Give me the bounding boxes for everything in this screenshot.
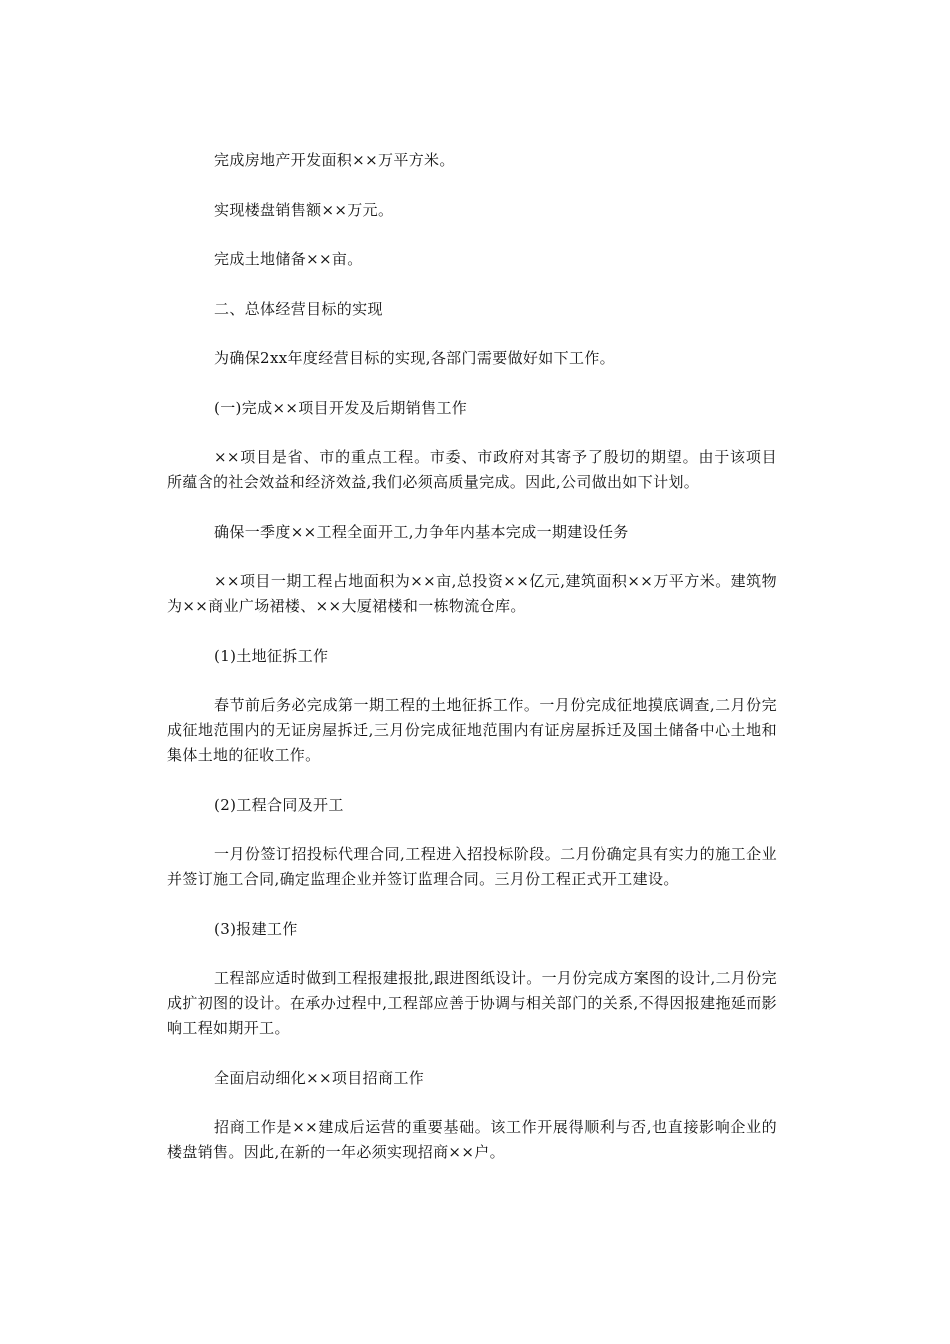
paragraph-phase-one-scope: ××项目一期工程占地面积为××亩,总投资××亿元,建筑面积××万平方米。建筑物为××商业广场裙楼、××大厦裙楼和一栋物流仓库。 [167,572,777,615]
paragraph-project-importance: ××项目是省、市的重点工程。市委、市政府对其寄予了殷切的期望。由于该项目所蕴含的社会效益和经济效益,我们必须高质量完成。因此,公司做出如下计划。 [167,448,777,491]
paragraph-intro: 为确保2xx年度经营目标的实现,各部门需要做好如下工作。 [214,349,616,367]
paragraph-investment: 招商工作是××建成后运营的重要基础。该工作开展得顺利与否,也直接影响企业的楼盘销售。因此,在新的一年必须实现招商××户。 [167,1118,777,1161]
paragraph-goal-land-reserve: 完成土地储备××亩。 [214,250,363,268]
paragraph-permit: 工程部应适时做到工程报建报批,跟进图纸设计。一月份完成方案图的设计,二月份完成扩初图的设计。在承办过程中,工程部应善于协调与相关部门的关系,不得因报建拖延而影响工程如期开工。 [167,969,777,1037]
item-heading-permit: (3)报建工作 [214,919,298,938]
paragraph-q1-start: 确保一季度××工程全面开工,力争年内基本完成一期建设任务 [214,522,629,541]
item-heading-land-acquisition: (1)土地征拆工作 [214,646,329,665]
paragraph-goal-development-area: 完成房地产开发面积××万平方米。 [214,151,455,169]
document-body [167,148,777,1190]
subsection-heading-project: (一)完成××项目开发及后期销售工作 [214,398,468,417]
item-heading-contract: (2)工程合同及开工 [214,795,344,814]
paragraph-contract: 一月份签订招投标代理合同,工程进入招投标阶段。二月份确定具有实力的施工企业并签订施工合同,确定监理企业并签订监理合同。三月份工程正式开工建设。 [167,845,777,888]
section-heading-achievement: 二、总体经营目标的实现 [214,299,383,318]
paragraph-investment-heading: 全面启动细化××项目招商工作 [214,1068,425,1087]
paragraph-land-acquisition: 春节前后务必完成第一期工程的土地征拆工作。一月份完成征地摸底调查,二月份完成征地范围内的无证房屋拆迁,三月份完成征地范围内有证房屋拆迁及国土储备中心土地和集体土地的征收工作。 [167,696,777,764]
paragraph-goal-sales: 实现楼盘销售额××万元。 [214,200,394,219]
